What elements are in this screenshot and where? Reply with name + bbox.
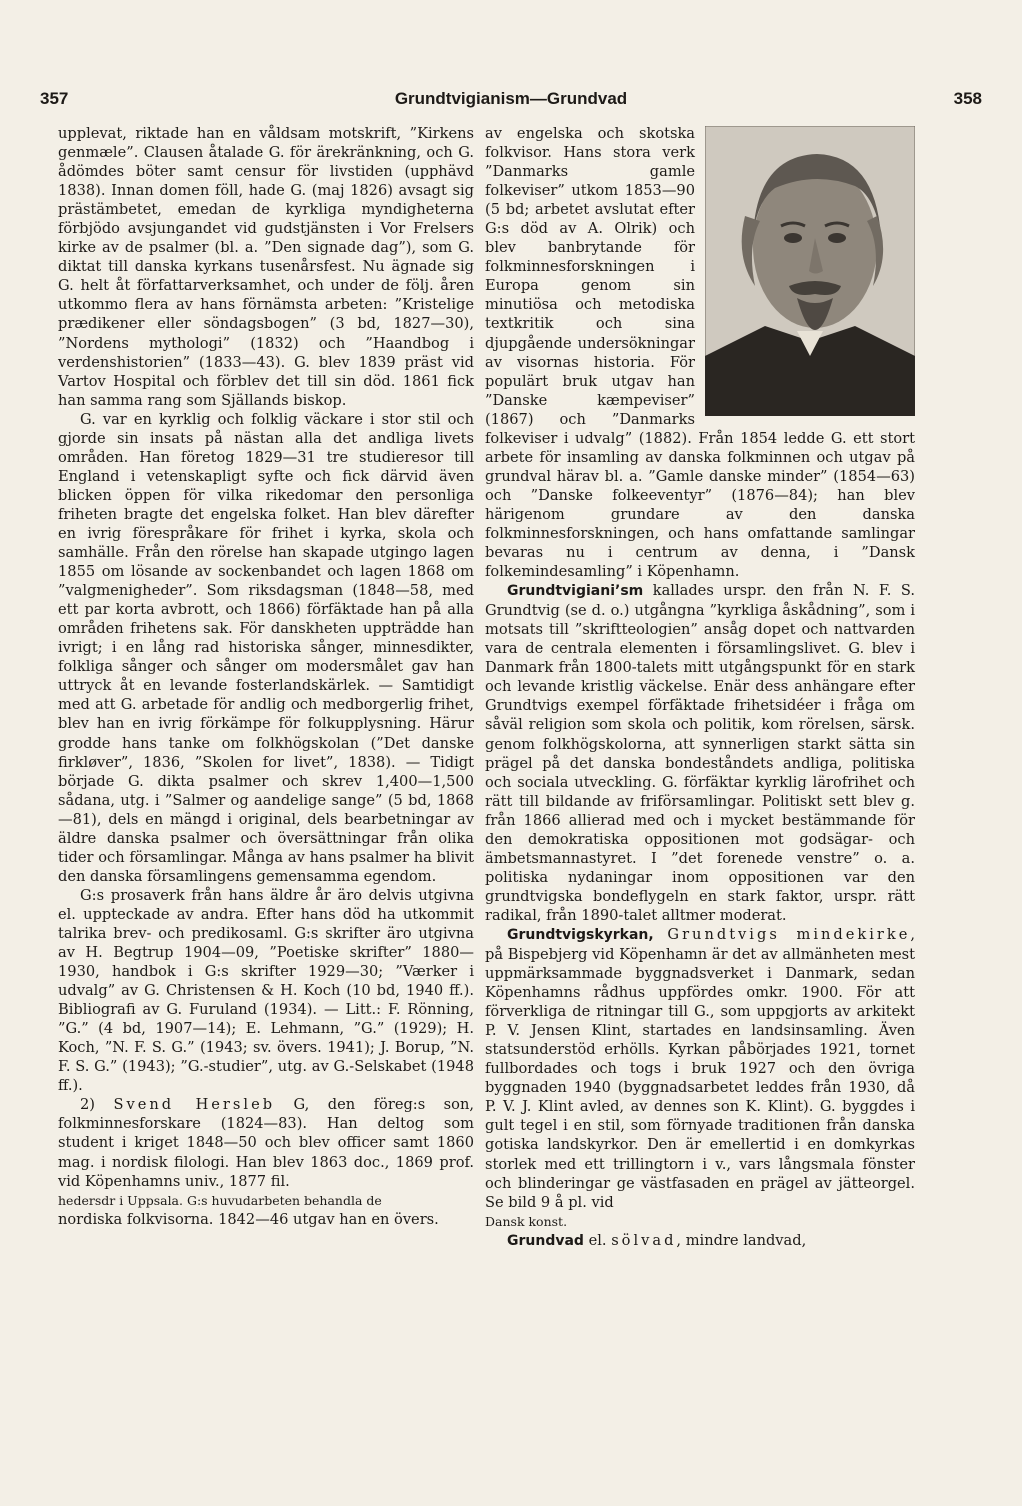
spaced-word-solvad: sölvad [611,1231,677,1249]
running-title: Grundtvigianism—Grundvad [394,89,628,108]
entry-name-spaced: Svend Hersleb [113,1096,276,1114]
right-column [485,124,915,1251]
page-number-right: 358 [953,89,982,108]
paragraph-svend-grundtvig [58,1095,474,1228]
headword-grundvad: Grundvad [507,1232,584,1249]
paragraph-awakener: G. var en kyrklig och folklig väckare i stor stil och gjorde sin insats på nästan alla det andliga livets områden. Han företog 1829—31 tre studieresor till England i vetenskapligt syfte och fick därvid även blicken öppen för vilka rikedomar den personliga friheten bragte det engelska folket. Han blev därefter en ivrig förespråkare för frihet i kyrka, skola och samhälle. Från den rörelse han skapade utgingo lagen 1855 om lösande av sockenbandet och lagen 1868 om ”valgmenigheder”. Som riksdagsman (1848—58, med ett par korta avbrott, och 1866) förfäktade han på alla områden frihetens sak. För danskheten uppträdde han ivrigt; i en lång rad historiska sånger, minnesdikter, folkliga sånger och sånger om modersmålet gav han uttryck åt en levande fosterlandskärlek. — Samtidigt med att G. arbetade för andlig och medborgerlig frihet, blev han en ivrig förkämpe för folkupplysning. Härur grodde hans tanke om folkhögskolan (”Det danske firkløver”, 1836, ”Skolen for livet”, 1838). — Tidigt började G. dikta psalmer och skrev 1,400—1,500 sådana, utg. i ”Salmer og aandelige sange” (5 bd, 1868—81), dels en mängd i original, dels bearbetningar av äldre danska psalmer och översättningar från olika tider och församlingar. Många av hans psalmer ha blivit den danska församlingens gemensamma egendom. [58,410,474,885]
entry-grundvad-text: , mindre landvad, [676,1231,807,1249]
page-number-left: 357 [40,89,69,108]
entry-grundvad [485,1231,915,1251]
paragraph-folk-songs: av engelska och skotska folkvisor. Hans stora verk ”Danmarks gamle folkeviser” utkom 1853—90 (5 bd; arbetet avslutat efter G:s död av A. Olrik) och blev banbrytande för folkminnesforskningen i Europa genom sin minutiösa och metodiska textkritik och sina djupgående undersökningar av visornas historia. För populärt bruk utgav han ”Danske kæmpeviser” (1867) och ”Danmarks folkeviser i udvalg” (1882). Från 1854 ledde G. ett stort arbete för insamling av danska folkminnen och utgav på grundval härav bl. a. ”Gamle danske minder” (1854—63) och ”Danske folkeeventyr” (1876—84); han blev härigenom grundare av den danska folkminnesforskningen, och hans omfattande samlingar bevaras nu i centrum av denna, i ”Dansk folkemindesamling” i Köpenhamn. [485,125,915,581]
entry-grundvad-el: el. [583,1231,612,1249]
entry-text: G, den föreg:s son, folkminnesforskare (1824—83). Han deltog som student i kriget 1848—50 och blev officer samt 1860 mag. i nordisk filologi. Han blev 1863 doc., 1869 prof. vid Köpenhamns univ., 1877 fil. [58,1096,474,1190]
small-print-line: hedersdr i Uppsala. G:s huvudarbeten behandla de [58,1192,382,1208]
entry-text-end: nordiska folkvisorna. 1842—46 utgav han en övers. [58,1210,439,1228]
entry-grundtvigianism-text: kallades urspr. den från N. F. S. Grundtvig (se d. o.) utgångna ”kyrkliga åskådning”, som i motsats till ”skriftteologien” ansåg dopet och nattvarden vara de centrala elementen i församlingslivet. G. blev i Danmark från 1800-talets mitt utgångspunkt för en stark och levande kristlig väckelse. Enär dess anhängare efter Grundtvigs exempel förfäktade frihetsidéer i fråga om såväl religion som skola och politik, kom rörelsen, särsk. genom folkhögskolorna, att synnerligen starkt sätta sin prägel på det danska bondeståndets andliga, politiska och sociala utveckling. G. förfäktar kyrklig lärofrihet och rätt till bildande av friförsamlingar. Politiskt sett blev g. från 1866 allierad med och i mycket bestämmande för den demokratiska oppositionen mot godsägar- och ämbetsmannastyret. I ”det forenede venstre” o. a. politiska nydaningar inom oppositionen var den grundtvigska bondeflygeln en stark faktor, urspr. rätt radikal, från 1890-talet alltmer moderat. [485,582,915,924]
paragraph-clausen-dispute: upplevat, riktade han en våldsam motskrift, ”Kirkens genmæle”. Clausen åtalade G. för ärekränkning, och G. ådömdes böter samt censur för livstiden (upphävd 1838). Innan domen föll, hade G. (maj 1826) avsagt sig prästämbetet, emedan de kyrkliga myndigheterna förbjödo avsjungandet vid gudstjänsten i Vor Frelsers kirke av de psalmer (bl. a. ”Den signade dag”), som G. diktat till danska kyrkans tusenårsfest. Nu ägnade sig G. helt åt författarverksamhet, och under de följ. åren utkommo flera av hans förnämsta arbeten: ”Kristelige prædikener eller söndagsbogen” (3 bd, 1827—30), ”Nordens mythologi” (1832) och ”Haandbog i verdenshistorien” (1833—43). G. blev 1839 präst vid Vartov Hospital och förblev det till sin död. 1861 fick han samma rang som Själlands biskop. [58,125,474,409]
entry-grundtvigskyrkan-text: , på Bispebjerg vid Köpenhamn är det av allmänheten mest uppmärksammade byggnadsverket i Danmark, sedan Köpenhamns rådhus uppfördes omkr. 1900. För att förverkliga de ritningar till G., som uppgjorts av arkitekt P. V. Jensen Klint, startades en landsinsamling. Även statsunderstöd erhölls. Kyrkan påbörjades 1921, tornet fullbordades och togs i bruk 1927 och den övriga byggnaden 1940 (byggnadsarbetet leddes från 1930, då P. V. J. Klint avled, av dennes son K. Klint). G. byggdes i gult tegel i en stil, som förnyade traditionen från danska gotiska landskyrkor. Den är emellertid i en domkyrkas storlek med ett trillingtorn i v., vars långsmala fönster och blinderingar ge västfasaden en prägel av jätteorgel. Se bild 9 å pl. vid [485,925,915,1211]
entry-grundtvigskyrkan [485,925,915,1231]
headword-grundtvigskyrkan: Grundtvigskyrkan, [507,926,654,943]
entry-grundtvigianism [485,581,915,925]
running-header [40,89,982,115]
paragraph-prose-works: G:s prosaverk från hans äldre år äro delvis utgivna el. uppteckade av andra. Efter hans död ha utkommit talrika brev- och predikosaml. G:s skrifter äro utgivna av H. Begtrup 1904—09, ”Poetiske skrifter” 1880—1930, handbok i G:s skrifter 1929—30; ”Værker i udvalg” av G. Christensen & H. Koch (10 bd, 1940 ff.). Bibliografi av G. Furuland (1934). — Litt.: F. Rönning, ”G.” (4 bd, 1907—14); E. Lehmann, ”G.” (1929); H. Koch, ”N. F. S. G.” (1943; sv. övers. 1941); J. Borup, ”N. F. S. G.” (1943); ”G.-studier”, utg. av G.-Selskabet (1948 ff.). [58,886,474,1095]
headword-grundtvigianism: Grundtvigiani’sm [507,583,644,600]
spaced-name-mindekirke: Grundtvigs mindekirke [667,925,911,943]
portrait-image [705,126,915,416]
small-print-reference: Dansk konst. [485,1213,568,1229]
entry-number: 2) [80,1096,114,1114]
left-column [58,124,474,1229]
